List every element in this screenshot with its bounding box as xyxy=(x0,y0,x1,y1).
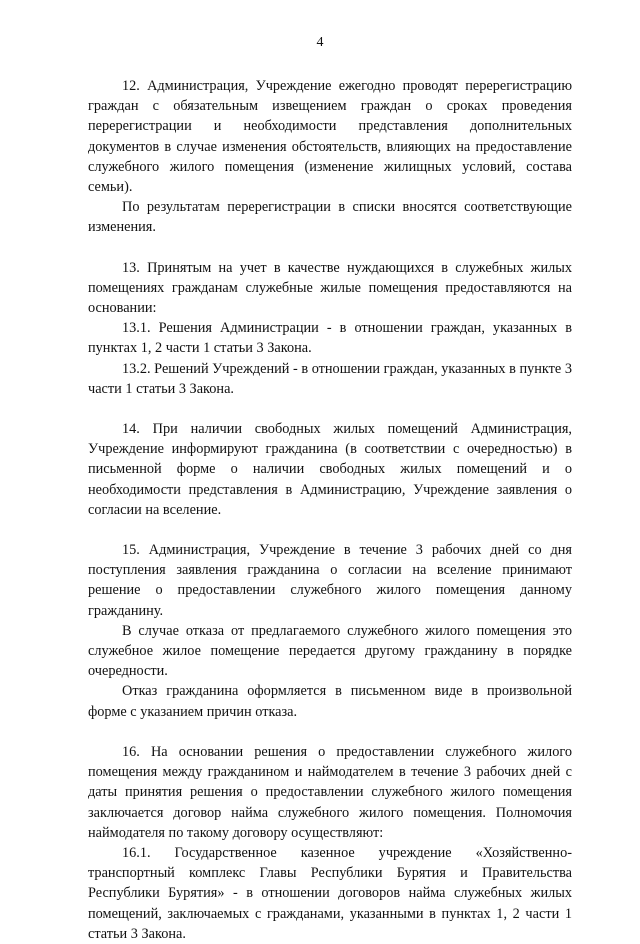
section-15 xyxy=(88,540,572,722)
paragraph-12: 12. Администрация, Учреждение ежегодно проводят перерегистрацию граждан с обязательным извещением граждан о сроках проведения перерегистрации и необходимости представления дополнительных документов в случае изменения обстоятельств, влияющих на предоставление служебного жилого помещения (изменение жилищных условий, состава семьи). xyxy=(88,78,572,196)
page-number: 4 xyxy=(316,35,324,50)
paragraph-15-refusal: В случае отказа от предлагаемого служебного жилого помещения это служебное жилое помещение передается другому гражданину в порядке очередности. xyxy=(88,622,572,680)
paragraph-16: 16. На основании решения о предоставлении служебного жилого помещения между гражданином и наймодателем в течение 3 рабочих дней с даты принятия решения о предоставлении служебного жилого помещения заключается договор найма служебного жилого помещения. Полномочия наймодателя по такому договору осуществляют: xyxy=(88,743,572,841)
section-gap xyxy=(88,399,572,419)
paragraph-16-1: 16.1. Государственное казенное учреждение «Хозяйственно-транспортный комплекс Главы Республики Бурятия и Правительства Республики Бурятия» - в отношении договоров найма служебных жилых помещений, заключаемых с гражданами, указанными в пунктах 1, 2 части 1 статьи 3 Закона. xyxy=(88,844,572,942)
section-13 xyxy=(88,258,572,399)
section-gap xyxy=(88,722,572,742)
section-12 xyxy=(88,76,572,238)
paragraph-14: 14. При наличии свободных жилых помещений Администрация, Учреждение информируют гражданина (в соответствии с очередностью) в письменной форме о наличии свободных жилых помещений и о необходимости представления в Администрацию, Учреждение заявления о согласии на вселение. xyxy=(88,421,572,518)
paragraph-15: 15. Администрация, Учреждение в течение 3 рабочих дней со дня поступления заявления гражданина о согласии на вселение принимают решение о предоставлении служебного жилого помещения данному гражданину. xyxy=(88,542,572,619)
document-body xyxy=(88,76,572,944)
section-gap xyxy=(88,520,572,540)
section-gap xyxy=(88,238,572,258)
paragraph-13-2: 13.2. Решений Учреждений - в отношении граждан, указанных в пункте 3 части 1 статьи 3 Закона. xyxy=(88,360,572,397)
paragraph-13: 13. Принятым на учет в качестве нуждающихся в служебных жилых помещениях гражданам служебные жилые помещения предоставляются на основании: xyxy=(88,259,572,317)
paragraph-12-results: По результатам перерегистрации в списки вносятся соответствующие изменения. xyxy=(88,199,572,236)
section-14 xyxy=(88,419,572,520)
paragraph-15-form: Отказ гражданина оформляется в письменном виде в произвольной форме с указанием причин отказа. xyxy=(88,683,572,720)
section-16 xyxy=(88,742,572,944)
paragraph-13-1: 13.1. Решения Администрации - в отношении граждан, указанных в пунктах 1, 2 части 1 статьи 3 Закона. xyxy=(88,320,572,357)
